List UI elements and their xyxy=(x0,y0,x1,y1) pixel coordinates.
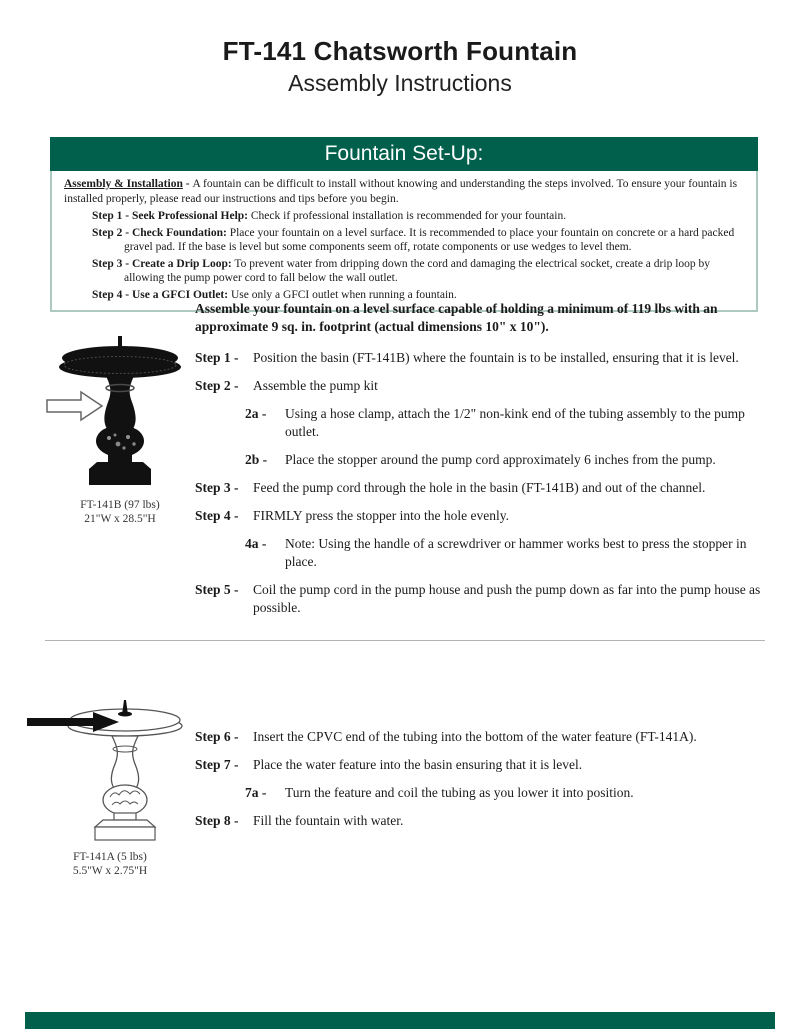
step-text: Turn the feature and coil the tubing as you lower it into position. xyxy=(285,785,634,800)
step-label: Step 4 - xyxy=(195,508,239,523)
step-label: 4a - xyxy=(245,536,267,551)
basin-steps-list xyxy=(195,349,770,617)
figure-caption-line: FT-141B (97 lbs) xyxy=(80,499,160,511)
step-label: Step 1 - xyxy=(195,350,239,365)
instruction-step xyxy=(195,812,770,830)
figure-caption-line: FT-141A (5 lbs) xyxy=(73,851,147,863)
assembly-section-basin xyxy=(45,300,770,627)
instruction-step xyxy=(195,581,770,617)
setup-intro-text: A fountain can be difficult to install without knowing and understanding the steps involved. To ensure your fountain is installed properly, please read our instructions and tips before you begin. xyxy=(64,178,738,205)
step-label: Step 3 - xyxy=(195,480,239,495)
basin-figure xyxy=(45,330,195,526)
step-label: 7a - xyxy=(245,785,267,800)
setup-step-title: Check Foundation: xyxy=(131,226,227,239)
step-text: Insert the CPVC end of the tubing into the bottom of the water feature (FT-141A). xyxy=(253,729,697,744)
step-text: Using a hose clamp, attach the 1/2" non-kink end of the tubing assembly to the pump outlet. xyxy=(285,406,745,439)
setup-intro-paragraph xyxy=(64,177,744,206)
step-text: Position the basin (FT-141B) where the fountain is to be installed, ensuring that it is level. xyxy=(253,350,739,365)
figure-caption-line: 5.5"W x 2.75"H xyxy=(72,865,148,877)
setup-box-body xyxy=(50,171,758,312)
step-label: Step 7 - xyxy=(195,757,239,772)
instruction-step xyxy=(195,507,770,525)
setup-step-title: Use a GFCI Outlet: xyxy=(131,288,229,301)
water-feature-illustration xyxy=(25,692,195,842)
step-label: 2a - xyxy=(245,406,267,421)
setup-step xyxy=(64,226,744,255)
setup-step-text: Check if professional installation is recommended for your fountain. xyxy=(250,210,567,222)
setup-step-label: Step 1 - xyxy=(92,210,132,222)
page-subtitle: Assembly Instructions xyxy=(288,70,512,96)
footer-brand-bar xyxy=(25,1012,775,1029)
setup-intro-separator: - xyxy=(182,178,193,190)
instruction-step xyxy=(195,377,770,395)
water-feature-figure xyxy=(25,692,195,878)
setup-intro-label: Assembly & Installation xyxy=(64,178,183,190)
page-title: FT-141 Chatsworth Fountain xyxy=(222,36,578,66)
instruction-step xyxy=(245,405,770,441)
water-feature-figure-caption xyxy=(25,850,195,878)
setup-step-title: Seek Professional Help: xyxy=(131,210,248,222)
instruction-step xyxy=(195,756,770,774)
instruction-step xyxy=(245,784,770,802)
step-label: Step 6 - xyxy=(195,729,239,744)
instruction-step xyxy=(195,728,770,746)
basin-figure-caption xyxy=(45,498,195,526)
water-feature-instructions xyxy=(195,692,770,830)
setup-box-header: Fountain Set-Up: xyxy=(50,137,758,171)
fountain-basin-illustration xyxy=(45,330,195,490)
assembly-section-water-feature xyxy=(25,692,770,877)
step-text: FIRMLY press the stopper into the hole evenly. xyxy=(253,508,509,523)
setup-box xyxy=(50,137,758,312)
document-header xyxy=(0,36,800,97)
step-label: Step 2 - xyxy=(195,378,239,393)
surface-requirement-note: Assemble your fountain on a level surface capable of holding a minimum of 119 lbs with an approximate 9 sq. in. footprint (actual dimensions 10" x 10"). xyxy=(195,301,718,334)
step-text: Note: Using the handle of a screwdriver or hammer works best to press the stopper in place. xyxy=(285,536,747,569)
setup-step-title: Create a Drip Loop: xyxy=(131,257,232,270)
step-text: Place the stopper around the pump cord approximately 6 inches from the pump. xyxy=(285,452,716,467)
setup-step-text: Place your fountain on a level surface. It is recommended to place your fountain on concrete or a hard packed gravel pad. If the base is level but some components seem off, rotate components or use wedges to level them. xyxy=(124,226,735,253)
setup-step-label: Step 3 - xyxy=(92,257,132,270)
setup-steps-list xyxy=(64,209,744,302)
step-text: Place the water feature into the basin ensuring that it is level. xyxy=(253,757,583,772)
pointer-arrow-icon xyxy=(47,392,102,420)
instruction-step xyxy=(195,349,770,367)
step-label: 2b - xyxy=(245,452,268,467)
setup-step-text: To prevent water from dripping down the cord and damaging the electrical socket, create a drip loop by allowing the pump power cord to fall below the wall outlet. xyxy=(124,257,711,284)
basin-instructions xyxy=(195,300,770,617)
step-text: Fill the fountain with water. xyxy=(253,813,404,828)
setup-step-text: Use only a GFCI outlet when running a fountain. xyxy=(230,288,457,301)
step-label: Step 5 - xyxy=(195,582,239,597)
step-text: Assemble the pump kit xyxy=(253,378,378,393)
setup-step-label: Step 4 - xyxy=(92,288,132,301)
setup-step xyxy=(64,209,744,224)
section-divider xyxy=(45,640,765,641)
water-feature-steps-list xyxy=(195,728,770,830)
step-label: Step 8 - xyxy=(195,813,239,828)
step-text: Feed the pump cord through the hole in the basin (FT-141B) and out of the channel. xyxy=(253,480,706,495)
figure-caption-line: 21"W x 28.5"H xyxy=(84,513,156,525)
instruction-step xyxy=(245,451,770,469)
instruction-step xyxy=(245,535,770,571)
step-text: Coil the pump cord in the pump house and push the pump down as far into the pump house as possible. xyxy=(253,582,761,615)
setup-step xyxy=(64,257,744,286)
instruction-step xyxy=(195,479,770,497)
setup-step-label: Step 2 - xyxy=(92,226,132,239)
